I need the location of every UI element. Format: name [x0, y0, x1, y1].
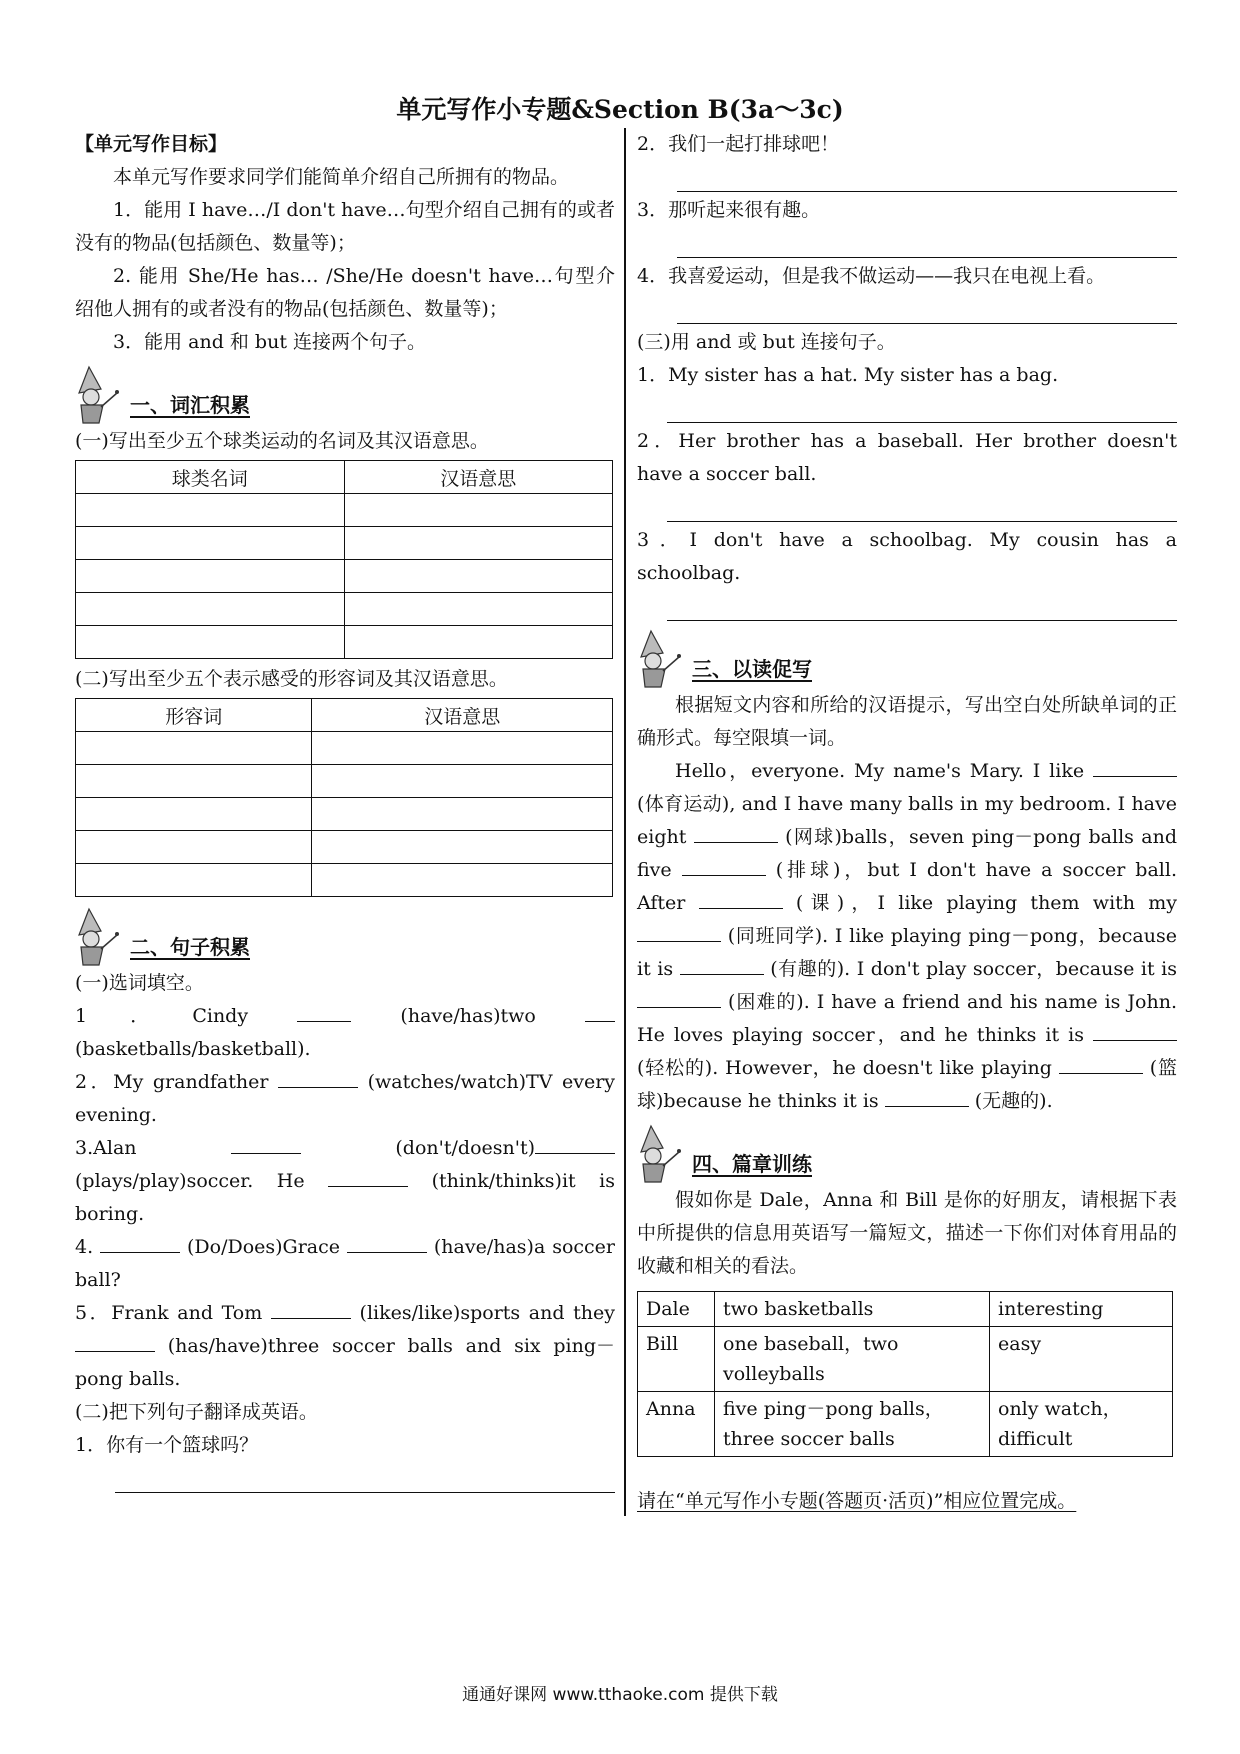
reading-section-title: 三、以读促写 [692, 657, 812, 681]
connect-item-3: 3．I don't have a schoolbag. My cousin has a schoolbag. [637, 529, 1177, 584]
question-text: (don't/doesn't) [395, 1137, 536, 1159]
answer-blank[interactable] [75, 1350, 155, 1352]
person-items: two basketballs [715, 1292, 990, 1327]
answer-line[interactable] [667, 392, 1177, 423]
passage-section-header [637, 1118, 1177, 1184]
answer-blank[interactable] [637, 1006, 721, 1008]
answer-blank[interactable] [1059, 1072, 1143, 1074]
footer-credit: 通通好课网 www.tthaoke.com 提供下载 [462, 1685, 778, 1705]
fill-question-1 [75, 1000, 615, 1066]
wizard-icon [75, 907, 119, 967]
vocab-section-header [75, 359, 615, 425]
answer-blank[interactable] [297, 1020, 351, 1022]
connect-item-1: 1．My sister has a hat. My sister has a bag. [637, 364, 1059, 386]
question-number: 2． [75, 1071, 114, 1093]
answer-blank[interactable] [100, 1251, 180, 1253]
answer-cell[interactable] [344, 593, 613, 626]
passage-text: Hello，everyone. My name's Mary. I like [675, 760, 1085, 782]
table-row [76, 765, 613, 798]
column-divider [624, 128, 626, 1516]
answer-cell[interactable] [76, 560, 345, 593]
goals-item-3: 3．能用 and 和 but 连接两个句子。 [113, 331, 427, 353]
sentence-section-title: 二、句子积累 [130, 935, 250, 959]
answer-cell[interactable] [76, 732, 312, 765]
goals-heading: 【单元写作目标】 [75, 133, 228, 155]
collection-info-table [637, 1291, 1173, 1457]
answer-blank[interactable] [585, 1020, 615, 1022]
passage-text: (课)，I like playing them with my [795, 892, 1178, 914]
chinese-meaning-header: 汉语意思 [312, 699, 613, 732]
answer-cell[interactable] [76, 593, 345, 626]
goals-item-1: 1．能用 I have…/I don't have…句型介绍自己拥有的或者没有的物品(包括颜色、数量等)； [75, 199, 615, 254]
sentence-part1-instruction: (一)选词填空。 [75, 972, 204, 994]
passage-text: (轻松的). However，he doesn't like playing [637, 1057, 1052, 1079]
answer-line[interactable] [677, 293, 1177, 324]
vocab-section-title: 一、词汇积累 [130, 393, 250, 417]
passage-text: (网球)balls，seven ping－pong balls and five [637, 826, 1178, 881]
table-row [76, 560, 613, 593]
fill-question-3 [75, 1132, 615, 1231]
answer-line[interactable] [677, 161, 1177, 192]
answer-cell[interactable] [344, 560, 613, 593]
answer-cell[interactable] [312, 831, 613, 864]
answer-cell[interactable] [76, 765, 312, 798]
right-column [637, 128, 1177, 1518]
table-row [76, 527, 613, 560]
person-name: Anna [638, 1392, 715, 1457]
person-opinion: easy [990, 1327, 1173, 1392]
answer-blank[interactable] [885, 1105, 969, 1107]
reading-instruction: 根据短文内容和所给的汉语提示，写出空白处所缺单词的正确形式。每空限填一词。 [637, 694, 1177, 749]
connect-item-2: 2．Her brother has a baseball. Her brother doesn't have a soccer ball. [637, 430, 1177, 485]
answer-blank[interactable] [1093, 775, 1177, 777]
answer-blank[interactable] [637, 940, 721, 942]
question-text: (likes/like)sports and they [359, 1302, 616, 1324]
question-text: Frank and Tom [111, 1302, 263, 1324]
answer-cell[interactable] [312, 798, 613, 831]
question-text: (has/have)three soccer balls and six ping－pong balls. [75, 1335, 615, 1390]
person-opinion: interesting [990, 1292, 1173, 1327]
answer-cell[interactable] [76, 798, 312, 831]
passage-section-title: 四、篇章训练 [692, 1152, 812, 1176]
answer-cell[interactable] [76, 626, 345, 659]
answer-line[interactable] [677, 227, 1177, 258]
answer-cell[interactable] [76, 864, 312, 897]
table-row [76, 798, 613, 831]
table-row [638, 1292, 1173, 1327]
passage-text: (体育运动), and I have many balls in my bedroom. I have eight [637, 793, 1177, 848]
answer-blank[interactable] [680, 973, 764, 975]
question-number: 4. [75, 1236, 94, 1258]
sentence-part2-instruction: (二)把下列句子翻译成英语。 [75, 1401, 318, 1423]
adjective-table [75, 698, 613, 897]
goals-item-2: 2. 能用 She/He has… /She/He doesn't have…句型介绍他人拥有的或者没有的物品(包括颜色、数量等)； [75, 265, 615, 320]
person-items: one baseball，two volleyballs [715, 1327, 990, 1392]
wizard-icon [637, 1124, 681, 1184]
passage-text: (排球)，but I don't have a soccer ball. After [637, 859, 1177, 914]
reading-section-header [637, 623, 1177, 689]
question-text: My grandfather [113, 1071, 269, 1093]
answer-blank[interactable] [328, 1185, 408, 1187]
answer-blank[interactable] [347, 1251, 427, 1253]
fill-question-2 [75, 1066, 615, 1132]
question-text: (Do/Does)Grace [186, 1236, 341, 1258]
answer-page-note: 请在“单元写作小专题(答题页·活页)”相应位置完成。 [637, 1490, 1077, 1512]
adjective-header: 形容词 [76, 699, 312, 732]
answer-cell[interactable] [76, 527, 345, 560]
answer-cell[interactable] [76, 494, 345, 527]
answer-cell[interactable] [312, 732, 613, 765]
answer-blank[interactable] [682, 874, 766, 876]
answer-cell[interactable] [344, 626, 613, 659]
passage-text: (篮球)because he thinks it is [637, 1057, 1177, 1112]
question-text: (plays/play)soccer. He [75, 1170, 305, 1192]
answer-blank[interactable] [694, 841, 778, 843]
answer-cell[interactable] [344, 527, 613, 560]
fill-question-5 [75, 1297, 615, 1396]
question-number: 1． [75, 1005, 193, 1027]
table-row [76, 831, 613, 864]
ball-noun-header: 球类名词 [76, 461, 345, 494]
table-row [76, 732, 613, 765]
passage-instruction: 假如你是 Dale，Anna 和 Bill 是你的好朋友，请根据下表中所提供的信息用英语写一篇短文，描述一下你们对体育用品的收藏和相关的看法。 [637, 1189, 1177, 1277]
table-row [638, 1327, 1173, 1392]
question-text: (have/has)two [400, 1005, 536, 1027]
translate-item-4: 4．我喜爱运动，但是我不做运动——我只在电视上看。 [637, 265, 1106, 287]
passage-text: (困难的). I have a friend and his name is John. He loves playing soccer，and he thinks it is [637, 991, 1177, 1046]
answer-cell[interactable] [312, 864, 613, 897]
table-row [76, 593, 613, 626]
reading-passage [637, 755, 1177, 1118]
question-text: (basketballs/basketball). [75, 1038, 311, 1060]
question-text: (think/thinks)it is boring. [75, 1170, 615, 1225]
chinese-meaning-header: 汉语意思 [344, 461, 613, 494]
question-text: Cindy [192, 1005, 249, 1027]
table-row [76, 626, 613, 659]
sentence-section-header [75, 901, 615, 967]
answer-cell[interactable] [344, 494, 613, 527]
translate-item-1: 1．你有一个篮球吗？ [75, 1434, 259, 1456]
translate-item-3: 3．那听起来很有趣。 [637, 199, 821, 221]
answer-blank[interactable] [535, 1152, 615, 1154]
answer-line[interactable] [667, 590, 1177, 621]
table-row [76, 494, 613, 527]
person-name: Bill [638, 1327, 715, 1392]
left-column [75, 128, 615, 1495]
fill-question-4 [75, 1231, 615, 1297]
wizard-icon [75, 365, 119, 425]
passage-text: (有趣的). I don't play soccer，because it is [770, 958, 1177, 980]
answer-cell[interactable] [312, 765, 613, 798]
vocab-part1-instruction: (一)写出至少五个球类运动的名词及其汉语意思。 [75, 430, 489, 452]
translate-item-2: 2．我们一起打排球吧！ [637, 133, 840, 155]
question-text: (watches/watch)TV every evening. [75, 1071, 616, 1126]
person-items: five ping－pong balls，three soccer balls [715, 1392, 990, 1457]
answer-blank[interactable] [231, 1152, 301, 1154]
vocab-part2-instruction: (二)写出至少五个表示感受的形容词及其汉语意思。 [75, 668, 508, 690]
wizard-icon [637, 629, 681, 689]
answer-line[interactable] [667, 491, 1177, 522]
answer-line[interactable] [115, 1462, 615, 1493]
question-number: 5． [75, 1302, 112, 1324]
sentence-part3-instruction: (三)用 and 或 but 连接句子。 [637, 331, 896, 353]
answer-blank[interactable] [1093, 1039, 1177, 1041]
answer-blank[interactable] [278, 1086, 358, 1088]
passage-text: (同班同学). I like playing ping－pong，because it is [637, 925, 1177, 980]
table-row [638, 1392, 1173, 1457]
answer-cell[interactable] [76, 831, 312, 864]
answer-blank[interactable] [699, 907, 783, 909]
passage-text: (无趣的). [974, 1090, 1053, 1112]
person-name: Dale [638, 1292, 715, 1327]
page-title: 单元写作小专题&Section B(3a～3c) [396, 95, 844, 124]
table-row [76, 864, 613, 897]
ball-sports-table [75, 460, 613, 659]
question-text: Alan [93, 1137, 137, 1159]
answer-blank[interactable] [271, 1317, 351, 1319]
goals-intro: 本单元写作要求同学们能简单介绍自己所拥有的物品。 [113, 166, 570, 188]
question-text: (have/has)a soccer ball? [75, 1236, 615, 1291]
person-opinion: only watch，difficult [990, 1392, 1173, 1457]
question-number: 3. [75, 1137, 94, 1159]
